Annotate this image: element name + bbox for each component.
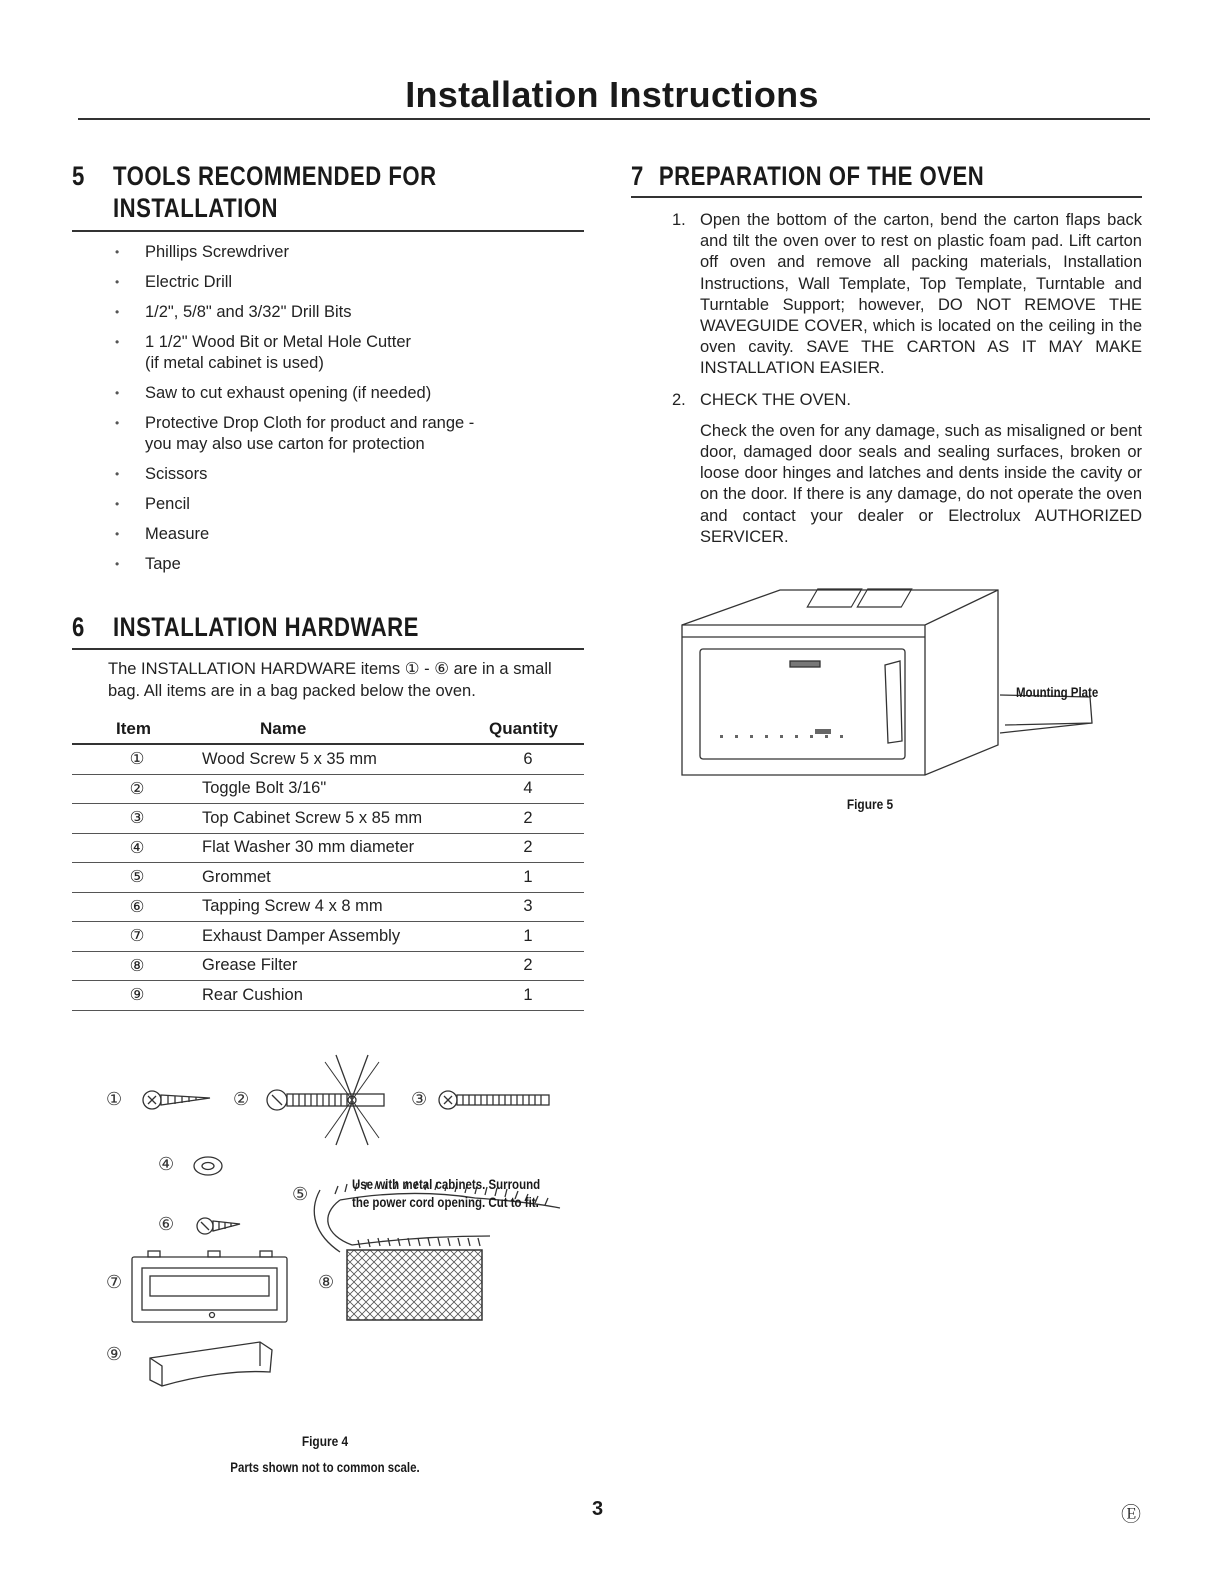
section7-title: PREPARATION OF THE OVEN [658, 161, 985, 191]
toggle-bolt-icon [267, 1055, 384, 1145]
cabinet-screw-icon [439, 1091, 549, 1109]
row-item: ⑨ [72, 981, 202, 1011]
tool-item: • Phillips Screwdriver [115, 242, 575, 263]
flat-washer-icon [194, 1157, 222, 1175]
row-item: ③ [72, 804, 202, 834]
row-item: ② [72, 774, 202, 804]
section6-title: INSTALLATION HARDWARE [113, 612, 419, 642]
row-qty: 2 [472, 951, 584, 981]
section5-title-line2: INSTALLATION [113, 193, 278, 223]
table-row [72, 951, 584, 981]
prep-step: 2. CHECK THE OVEN. [672, 390, 851, 409]
row-item: ⑧ [72, 951, 202, 981]
row-qty: 6 [472, 744, 584, 774]
table-row [72, 744, 584, 774]
tool-item: • Tape [115, 554, 575, 575]
language-mark: Ⓔ [1121, 1504, 1141, 1526]
table-row [72, 863, 584, 893]
section5-rule [72, 230, 584, 232]
fig4-label-8: ⑧ [318, 1272, 335, 1292]
row-item: ⑥ [72, 892, 202, 922]
row-item: ⑤ [72, 863, 202, 893]
table-header-name: Name [202, 715, 472, 744]
row-qty: 1 [472, 922, 584, 952]
section5-heading [72, 160, 437, 224]
section7-rule [631, 196, 1142, 198]
section6-number: 6 [72, 612, 85, 642]
header-rule [78, 118, 1150, 120]
row-name: Grease Filter [202, 951, 472, 981]
prep-step-body: Check the oven for any damage, such as misaligned or bent door, damaged door seals and sealing surfaces, broken or loose door hinges and latches and dents inside the cavity or on the door. If there is any damage, do not operate the oven and contact your dealer or Electrolux AUTHORIZED SERVICER. [700, 421, 1142, 546]
row-item: ① [72, 744, 202, 774]
tool-item: • Measure [115, 524, 575, 545]
row-item: ⑦ [72, 922, 202, 952]
table-row [72, 922, 584, 952]
row-qty: 1 [472, 863, 584, 893]
wood-screw-icon [143, 1091, 210, 1109]
mounting-plate-label: Mounting Plate [1016, 685, 1099, 700]
section7-number: 7 [631, 161, 644, 191]
tool-item: • Electric Drill [115, 272, 575, 293]
tool-item: • Scissors [115, 464, 575, 485]
section6-intro: The INSTALLATION HARDWARE items ① - ⑥ are in a small bag. All items are in a bag packed below the oven. [108, 660, 552, 700]
row-name: Flat Washer 30 mm diameter [202, 833, 472, 863]
tools-list [115, 242, 575, 575]
row-name: Grommet [202, 863, 472, 893]
preparation-steps [672, 210, 1142, 548]
row-qty: 2 [472, 833, 584, 863]
fig4-label-2: ② [233, 1089, 250, 1109]
tool-item: • 1/2", 5/8" and 3/32" Drill Bits [115, 302, 575, 323]
tool-item: • Saw to cut exhaust opening (if needed) [115, 383, 575, 404]
section5-title-line1: TOOLS RECOMMENDED FOR [113, 161, 437, 191]
grease-filter-icon [347, 1250, 482, 1320]
section6-heading [72, 611, 419, 643]
tool-item-subtext: you may also use carton for protection [145, 435, 425, 453]
row-name: Toggle Bolt 3/16" [202, 774, 472, 804]
fig4-label-3: ③ [411, 1089, 428, 1109]
prep-step: 1. Open the bottom of the carton, bend the carton flaps back and tilt the oven over to rest on plastic foam pad. Lift carton off oven and remove all packing materials, Installation Instructions, Wall Template, Top Template, Turntable and Turntable Support; however, DO NOT REMOVE THE WAVEGUIDE COVER, which is located on the ceiling in the oven cavity. SAVE THE CARTON AS IT MAY MAKE INSTALLATION EASIER. [672, 211, 1142, 378]
row-qty: 1 [472, 981, 584, 1011]
row-qty: 3 [472, 892, 584, 922]
table-row [72, 892, 584, 922]
row-qty: 4 [472, 774, 584, 804]
row-name: Exhaust Damper Assembly [202, 922, 472, 952]
figure5-oven-illustration [680, 585, 1100, 780]
fig4-label-9: ⑨ [106, 1344, 123, 1364]
row-qty: 2 [472, 804, 584, 834]
fig4-label-7: ⑦ [106, 1272, 123, 1292]
figure5-caption: Figure 5 [846, 796, 894, 812]
section5-number: 5 [72, 161, 85, 191]
section6-rule [72, 648, 584, 650]
grommet-callout: Use with metal cabinets. Surround the power cord opening. Cut to fit. [352, 1177, 541, 1210]
figure4-caption: Figure 4 [301, 1433, 349, 1449]
fig4-label-4: ④ [158, 1154, 175, 1174]
row-name: Top Cabinet Screw 5 x 85 mm [202, 804, 472, 834]
fig4-label-5: ⑤ [292, 1184, 309, 1204]
tool-item: • Pencil [115, 494, 575, 515]
fig4-label-6: ⑥ [158, 1214, 175, 1234]
table-row [72, 774, 584, 804]
table-header-item: Item [72, 715, 202, 744]
tool-item: • Protective Drop Cloth for product and range - you may also use carton for protection [115, 413, 575, 455]
exhaust-damper-icon [132, 1251, 287, 1322]
table-row [72, 981, 584, 1011]
table-header-quantity: Quantity [472, 715, 584, 744]
row-name: Tapping Screw 4 x 8 mm [202, 892, 472, 922]
fig4-label-1: ① [106, 1089, 123, 1109]
table-row [72, 804, 584, 834]
tool-item: • 1 1/2" Wood Bit or Metal Hole Cutter (if metal cabinet is used) [115, 332, 575, 374]
hardware-table [72, 715, 584, 1011]
row-name: Rear Cushion [202, 981, 472, 1011]
page-number: 3 [592, 1498, 604, 1520]
rear-cushion-icon [150, 1342, 272, 1386]
tapping-screw-icon [197, 1218, 240, 1234]
tool-item-subtext: (if metal cabinet is used) [145, 354, 324, 372]
page-title: Installation Instructions [405, 74, 819, 115]
row-item: ④ [72, 833, 202, 863]
row-name: Wood Screw 5 x 35 mm [202, 744, 472, 774]
table-row [72, 833, 584, 863]
figure4-subcaption: Parts shown not to common scale. [230, 1460, 420, 1475]
section7-heading [631, 160, 984, 192]
